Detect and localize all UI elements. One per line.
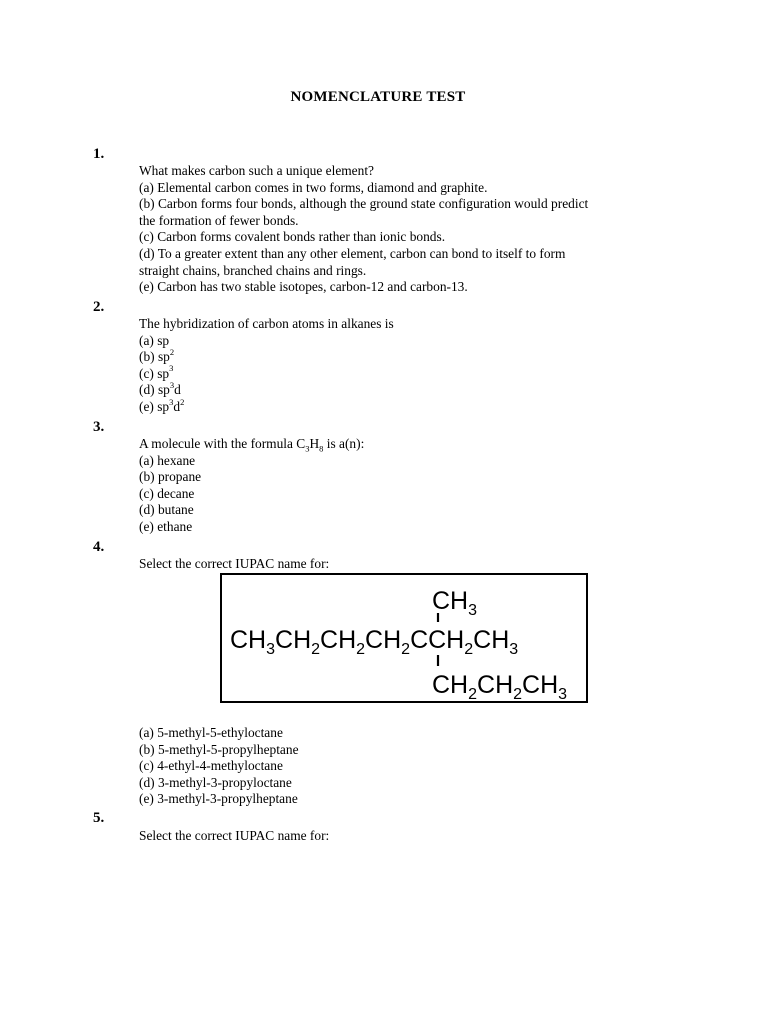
question-4-option-a: (a) 5-methyl-5-ethyloctane	[139, 725, 283, 740]
question-3-option-e: (e) ethane	[139, 518, 193, 534]
question-4-option-e: (e) 3-methyl-3-propylheptane	[139, 791, 298, 807]
question-2-option-d: (d) $sp^3d$	[139, 379, 181, 398]
question-2	[139, 316, 394, 416]
question-4-options	[139, 725, 299, 808]
question-2-stem: The hybridization of carbon atoms in alkanes is	[139, 316, 394, 331]
question-1-option-c: (c) Carbon forms covalent bonds rather than ionic bonds.	[139, 229, 446, 245]
question-3	[139, 436, 364, 536]
question-1	[139, 163, 588, 296]
question-5-stem: Select the correct IUPAC name for:	[139, 828, 330, 843]
question-1-option-b-line2: the formation of fewer bonds.	[139, 212, 299, 228]
question-1-option-d-line1: (d) To a greater extent than any other element, carbon can bond to itself to form	[139, 245, 566, 261]
question-3-option-d: (d) butane	[139, 502, 194, 518]
formula-bottom-group: $CH_2CH_2CH_3$	[432, 671, 568, 701]
question-1-option-d-line2: straight chains, branched chains and rings.	[139, 262, 367, 278]
question-2-option-a: (a) sp	[139, 332, 170, 348]
question-5-number: 5.	[93, 810, 105, 826]
question-4-number: 4.	[93, 539, 105, 555]
question-3-option-c: (c) decane	[139, 485, 195, 501]
structural-formula-box	[220, 573, 588, 703]
question-4-option-b: (b) 5-methyl-5-propylheptane	[139, 741, 299, 757]
question-4-option-c: (c) 4-ethyl-4-methyloctane	[139, 758, 283, 774]
question-1-option-e: (e) Carbon has two stable isotopes, carbon-12 and carbon-13.	[139, 279, 468, 295]
question-2-option-c: (c) $sp^3$	[139, 363, 174, 381]
formula-main-chain: $CH_3CH_2CH_2CH_2CCH_2CH_3$	[230, 626, 519, 658]
question-1-option-a: (a) Elemental carbon comes in two forms, diamond and graphite.	[139, 179, 488, 195]
structural-formula	[222, 575, 586, 701]
question-3-option-b: (b) propane	[139, 469, 202, 485]
question-3-option-a: (a) hexane	[139, 452, 196, 468]
question-2-option-b: (b) $sp^2$	[139, 346, 175, 365]
question-3-stem: A molecule with the formula $C_3H_8$ is a(n):	[139, 436, 365, 454]
question-1-number: 1.	[93, 146, 105, 162]
question-2-option-e: (e) $sp^3d^2$	[139, 396, 185, 414]
question-1-stem: What makes carbon such a unique element?	[139, 163, 374, 178]
page-title: NOMENCLATURE TEST	[290, 89, 466, 105]
question-2-number: 2.	[93, 299, 105, 315]
question-3-number: 3.	[93, 419, 105, 435]
formula-top-group: $CH_3$	[432, 587, 478, 619]
question-4-option-d: (d) 3-methyl-3-propyloctane	[139, 774, 292, 790]
question-4-stem: Select the correct IUPAC name for:	[139, 556, 330, 571]
question-1-option-b-line1: (b) Carbon forms four bonds, although the ground state configuration would predict	[139, 196, 589, 212]
